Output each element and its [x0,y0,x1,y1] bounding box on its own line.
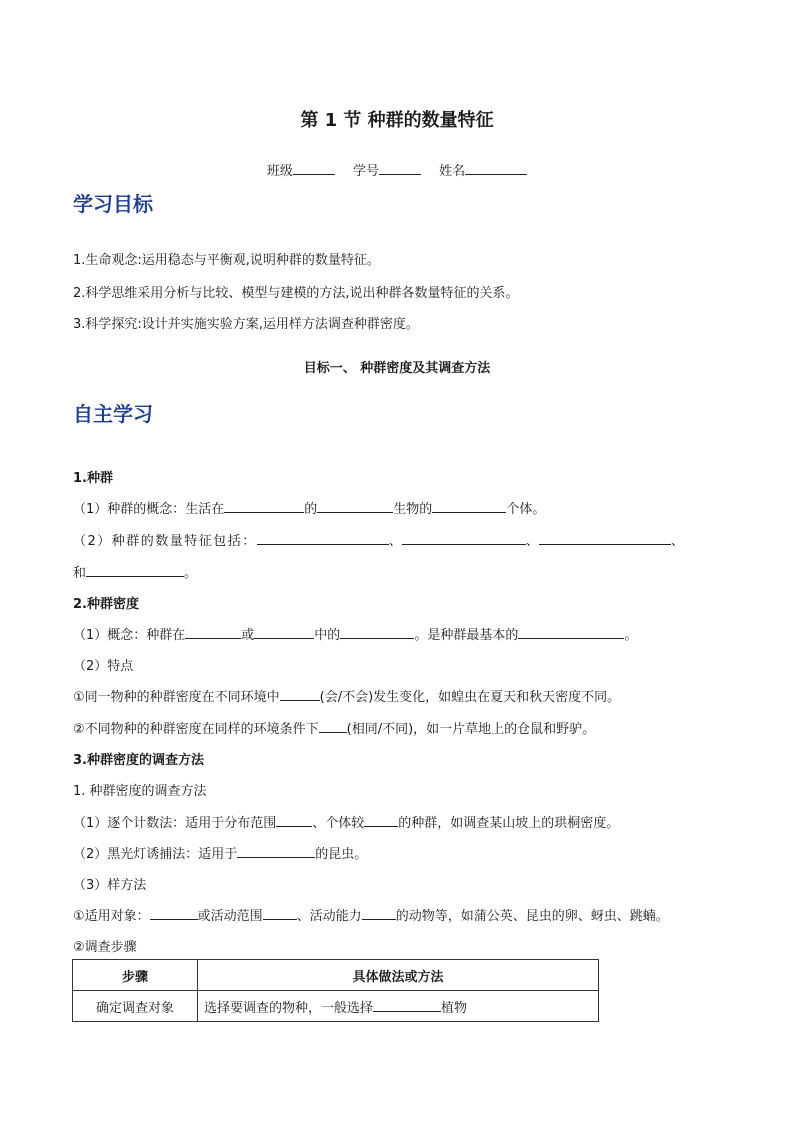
method-quadrat-label: （3）样方法 [73,878,147,893]
text-segment: （2）黑光灯诱捕法：适用于 [73,847,238,862]
text-segment: 的昆虫。 [315,847,368,862]
blank-line [263,906,297,920]
table-row [73,991,599,1022]
blank-line [257,531,389,545]
blank-line [364,813,398,827]
text-segment: 生物的 [393,502,433,517]
blank-line [185,625,241,639]
method-black-light-trap [73,843,367,862]
goal-item-3: 3.科学探究:设计并实施实验方案,运用样方法调查种群密度。 [73,317,419,332]
text-segment: ①同一物种的种群密度在不同环境中 [73,690,280,705]
goal-item-2: 2.科学思维采用分析与比较、模型与建模的方法,说出种群各数量特征的关系。 [73,286,519,301]
text-segment: 。 [624,628,638,643]
text-segment: 的 [304,502,318,517]
method-individual-count [73,812,619,831]
population-features-line [73,530,684,549]
population-features-line-2 [73,562,197,581]
separator: 、 [670,534,684,549]
text-segment: 或 [241,628,255,643]
text-segment: （1）种群的概念：生活在 [73,502,225,517]
text-segment: 选择要调查的物种，一般选择 [204,1000,374,1016]
text-segment: 。 [184,566,198,581]
text-segment: 、活动能力 [296,909,362,924]
text-segment: 个体。 [506,502,546,517]
blank-line [340,625,414,639]
text-segment: (会/不会)发生变化，如蝗虫在夏天和秋天密度不同。 [319,690,621,705]
text-segment: 和 [73,566,87,581]
class-blank [293,161,335,175]
quadrat-applicable-objects [73,905,669,924]
text-segment: （2）种群的数量特征包括： [73,534,257,549]
blank-line [432,499,506,513]
blank-line [317,499,393,513]
text-segment: 的动物等，如蒲公英、昆虫的卵、蚜虫、跳蝻。 [395,909,669,924]
section-density-heading: 2.种群密度 [73,597,139,612]
text-segment: 中的 [314,628,341,643]
student-id-label: 学号 [352,164,379,179]
separator: 、 [388,534,402,549]
blank-line [224,499,304,513]
section-population-heading: 1.种群 [73,471,113,486]
goals-heading: 学习目标 [73,192,153,216]
text-segment: （1）逐个计数法：适用于分布范围 [73,816,277,831]
blank-line [319,719,347,733]
text-segment: (相同/不同)，如一片草地上的仓鼠和野驴。 [346,722,596,737]
text-segment: 植物 [441,1000,468,1016]
density-feature-2 [73,718,595,737]
column-header-step: 步骤 [73,960,198,991]
student-info-line [0,160,794,179]
text-segment: 或活动范围 [197,909,263,924]
method-cell [198,991,599,1022]
objective-one-heading: 目标一、 种群密度及其调查方法 [303,361,491,376]
blank-line [362,906,396,920]
blank-line [402,531,526,545]
blank-line [276,813,312,827]
student-id-blank [379,161,421,175]
text-segment: ①适用对象： [73,909,150,924]
text-segment: 的种群，如调查某山坡上的珙桐密度。 [398,816,620,831]
step-cell: 确定调查对象 [73,991,198,1022]
population-concept-line [73,498,545,517]
quadrat-steps-label: ②调查步骤 [73,940,137,955]
blank-line [539,531,671,545]
separator: 、 [525,534,539,549]
density-feature-1 [73,686,620,705]
blank-line [280,687,320,701]
blank-line [254,625,314,639]
survey-methods-subheading: 1. 种群密度的调查方法 [73,784,207,799]
table-header-row [73,960,599,991]
class-label: 班级 [266,164,293,179]
blank-line [518,625,624,639]
survey-steps-table [72,959,599,1022]
blank-line [373,998,441,1012]
name-blank [465,161,527,175]
text-segment: （1）概念：种群在 [73,628,186,643]
blank-line [237,844,315,858]
text-segment: 、个体较 [312,816,365,831]
page-title: 第 1 节 种群的数量特征 [300,110,494,131]
density-concept-line [73,624,637,643]
self-study-heading: 自主学习 [73,402,153,426]
text-segment: 。是种群最基本的 [414,628,519,643]
column-header-method: 具体做法或方法 [198,960,599,991]
blank-line [150,906,198,920]
density-features-label: （2）特点 [73,659,134,674]
section-survey-methods-heading: 3.种群密度的调查方法 [73,753,204,768]
goal-item-1: 1.生命观念:运用稳态与平衡观,说明种群的数量特征。 [73,253,380,268]
blank-line [86,563,184,577]
text-segment: ②不同物种的种群密度在同样的环境条件下 [73,722,319,737]
name-label: 姓名 [439,164,466,179]
